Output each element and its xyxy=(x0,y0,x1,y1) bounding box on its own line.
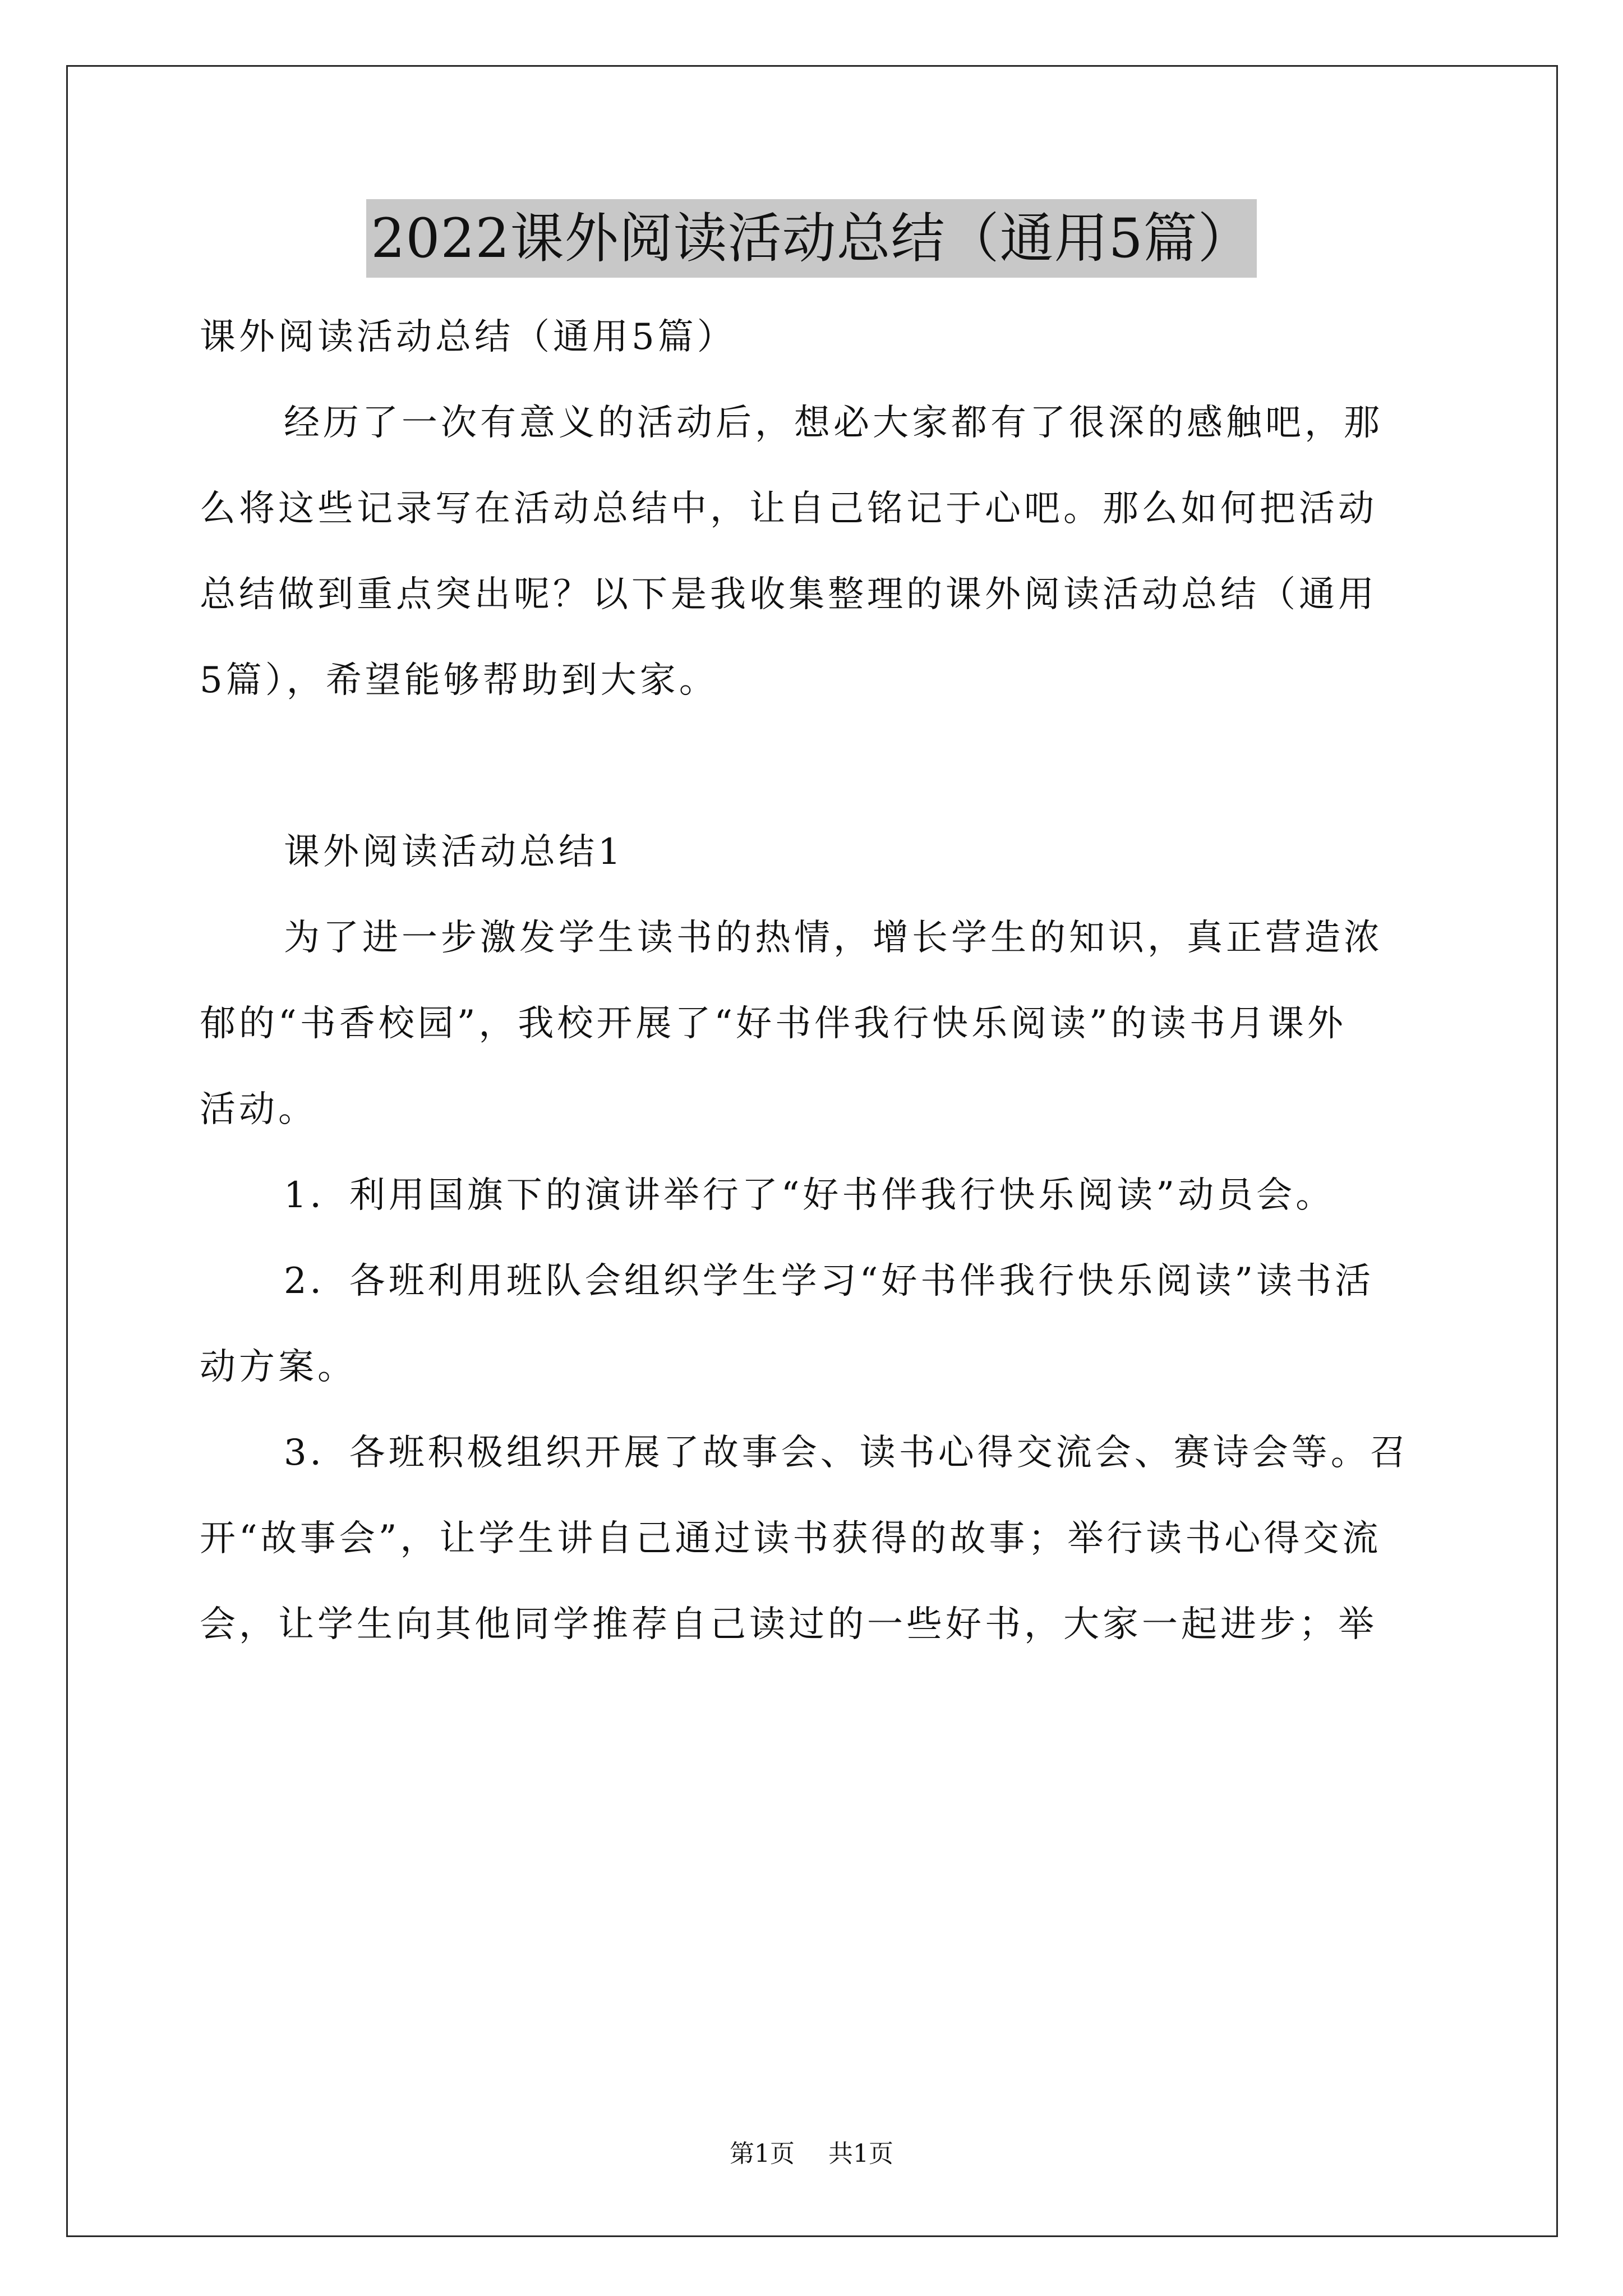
list-item-line: 1．利用国旗下的演讲举行了“好书伴我行快乐阅读”动员会。 xyxy=(284,1175,1335,1216)
page-footer xyxy=(0,2137,1623,2171)
page-number: 第1页 xyxy=(730,2139,795,2168)
paragraph-line: 为了进一步激发学生读书的热情，增长学生的知识，真正营造浓 xyxy=(284,917,1383,959)
intro-line: 总结做到重点突出呢？以下是我收集整理的课外阅读活动总结（通用 xyxy=(200,574,1377,615)
intro-line: 经历了一次有意义的活动后，想必大家都有了很深的感触吧，那 xyxy=(284,402,1383,444)
intro-line: 5篇），希望能够帮助到大家。 xyxy=(200,660,718,701)
list-item-line: 会，让学生向其他同学推荐自己读过的一些好书，大家一起进步；举 xyxy=(200,1604,1377,1645)
blank-line xyxy=(200,724,1428,809)
list-item-line: 2．各班利用班队会组织学生学习“好书伴我行快乐阅读”读书活 xyxy=(284,1260,1375,1302)
title-block xyxy=(0,199,1623,278)
section-heading: 课外阅读活动总结1 xyxy=(284,831,624,873)
document-body xyxy=(200,295,1428,1668)
list-item-line: 3．各班积极组织开展了故事会、读书心得交流会、赛诗会等。召 xyxy=(284,1432,1409,1474)
list-item-line: 动方案。 xyxy=(200,1346,357,1388)
list-item-line: 开“故事会”，让学生讲自己通过读书获得的故事；举行读书心得交流 xyxy=(200,1518,1382,1559)
paragraph-line: 活动。 xyxy=(200,1089,317,1130)
document-subtitle: 课外阅读活动总结（通用5篇） xyxy=(200,316,736,358)
page-total: 共1页 xyxy=(828,2139,893,2168)
document-title: 2022课外阅读活动总结（通用5篇） xyxy=(366,199,1256,278)
intro-line: 么将这些记录写在活动总结中，让自己铭记于心吧。那么如何把活动 xyxy=(200,488,1377,530)
paragraph-line: 郁的“书香校园”，我校开展了“好书伴我行快乐阅读”的读书月课外 xyxy=(200,1003,1347,1045)
